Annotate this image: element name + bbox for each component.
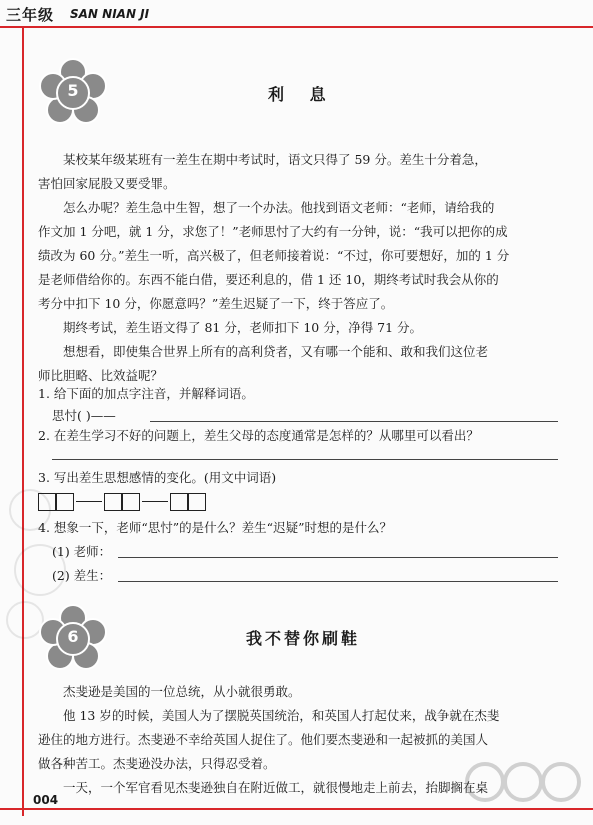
answer-line[interactable] bbox=[150, 421, 558, 422]
section-6-title: 我不替你刷鞋 bbox=[246, 629, 361, 648]
page-number: 004 bbox=[33, 793, 59, 807]
answer-line[interactable] bbox=[118, 581, 558, 582]
section-6-badge bbox=[38, 604, 108, 674]
paragraph: 逊住的地方进行。杰斐逊不幸给英国人捉住了。他们要杰斐逊和一起被抓的美国人 bbox=[38, 732, 489, 747]
paragraph: 一天，一个军官看见杰斐逊独自在附近做工，就很慢地走上前去，抬脚搁在桌 bbox=[63, 780, 489, 795]
paragraph: 师比胆略、比效益呢？ bbox=[38, 368, 164, 383]
header-rule bbox=[0, 26, 593, 28]
page-header bbox=[0, 0, 593, 24]
paragraph: 作文加 1 分吧，就 1 分，求您了！”老师思忖了大约有一分钟，说：“我可以把你的成 bbox=[38, 224, 508, 239]
paragraph: 期终考试，差生语文得了 81 分，老师扣下 10 分，净得 71 分。 bbox=[63, 320, 423, 335]
paragraph: 想想看，即使集合世界上所有的高利贷者，又有哪一个能和、敢和我们这位老 bbox=[63, 344, 489, 359]
paragraph: 某校某年级某班有一差生在期中考试时，语文只得了 59 分。差生十分着急， bbox=[63, 152, 487, 167]
paragraph: 是老师借给你的。东西不能白借，要还利息的，借 1 还 10，期终考试时我会从你的 bbox=[38, 272, 499, 287]
question-2: 2. 在差生学习不好的问题上，差生父母的态度通常是怎样的？从哪里可以看出？ bbox=[38, 428, 479, 443]
section-number: 6 bbox=[67, 627, 79, 646]
grade-label: 三年级 bbox=[6, 6, 55, 24]
paragraph: 绩改为 60 分。”差生一听，高兴极了，但老师接着说：“不过，你可要想好，加的 1 分 bbox=[38, 248, 510, 263]
question-4: 4. 想象一下，老师“思忖”的是什么？差生“迟疑”时想的是什么？ bbox=[38, 520, 392, 535]
question-1: 1. 给下面的加点字注音，并解释词语。 bbox=[38, 386, 254, 401]
section-number: 5 bbox=[67, 81, 79, 100]
section-5-title: 利 息 bbox=[268, 85, 336, 104]
question-4b: (2) 差生： bbox=[52, 568, 112, 583]
margin-rule bbox=[22, 26, 24, 816]
question-4a: (1) 老师： bbox=[52, 544, 112, 559]
paragraph: 做各种苦工。杰斐逊没办法，只得忍受着。 bbox=[38, 756, 276, 771]
paragraph: 害怕回家屁股又要受罪。 bbox=[38, 176, 176, 191]
grade-pinyin: SAN NIAN JI bbox=[70, 7, 150, 21]
question-1-item: 思忖( )—— bbox=[52, 408, 116, 423]
paragraph: 考分中扣下 10 分，你愿意吗？”差生迟疑了一下，终于答应了。 bbox=[38, 296, 394, 311]
answer-line[interactable] bbox=[52, 459, 558, 460]
question-3: 3. 写出差生思想感情的变化。(用文中词语) bbox=[38, 470, 277, 485]
paragraph: 杰斐逊是美国的一位总统，从小就很勇敢。 bbox=[63, 684, 301, 699]
paragraph: 怎么办呢？差生急中生智，想了一个办法。他找到语文老师：“老师，请给我的 bbox=[63, 200, 495, 215]
paragraph: 他 13 岁的时候，美国人为了摆脱英国统治，和英国人打起仗来，战争就在杰斐 bbox=[63, 708, 500, 723]
section-5-badge bbox=[38, 58, 108, 128]
answer-boxes[interactable] bbox=[38, 491, 206, 511]
watermark-icon bbox=[455, 760, 585, 818]
answer-line[interactable] bbox=[118, 557, 558, 558]
